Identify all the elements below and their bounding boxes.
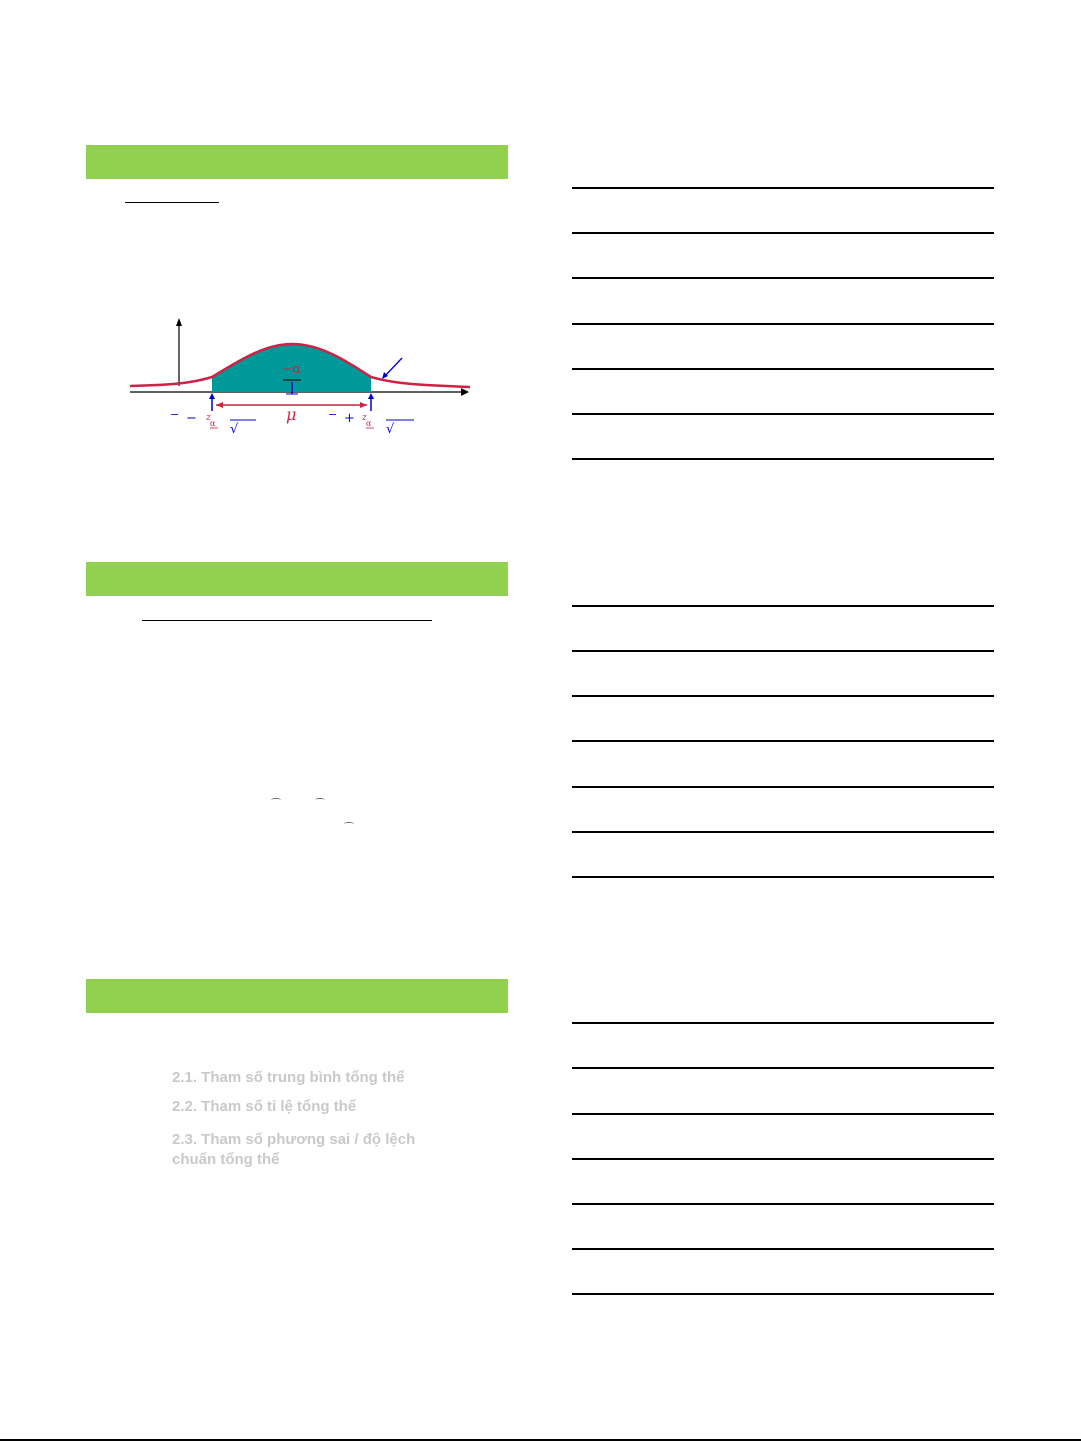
note-line	[572, 1248, 994, 1250]
note-line	[572, 650, 994, 652]
lower-z-symbol: z	[206, 413, 211, 423]
note-line	[572, 1293, 994, 1295]
note-line	[572, 1158, 994, 1160]
lower-xbar-dash: −	[170, 408, 180, 421]
upper-z-symbol: z	[362, 413, 367, 423]
note-line	[572, 605, 994, 607]
slide1-heading-underline	[125, 202, 219, 203]
toc-item: 2.3. Tham số phương sai / độ lệch chuẩn tổng thể	[172, 1131, 416, 1168]
note-line	[572, 458, 994, 460]
y-axis-arrow-icon	[176, 318, 182, 326]
note-line	[572, 876, 994, 878]
toc-item: 2.1. Tham số trung bình tổng thể	[172, 1069, 405, 1086]
note-line	[572, 831, 994, 833]
toc-item: 2.2. Tham số tỉ lệ tổng thể	[172, 1098, 357, 1115]
lower-minus-sign: −	[186, 411, 197, 426]
hat-mark-icon: ⌒	[271, 799, 281, 810]
slide2-header-bar	[86, 562, 508, 596]
note-line	[572, 1203, 994, 1205]
x-axis-arrow-icon	[461, 388, 469, 396]
hat-mark-icon: ⌒	[315, 799, 325, 810]
curve-pointer-arrow	[384, 358, 402, 377]
lower-z-subscript: α	[210, 419, 216, 428]
interval-right-arrow-icon	[360, 402, 367, 408]
slide1-header-bar	[86, 145, 508, 179]
upper-bound-arrow-icon	[368, 393, 374, 399]
note-line	[572, 413, 994, 415]
upper-plus-sign: +	[344, 411, 355, 426]
note-line	[572, 277, 994, 279]
interval-left-arrow-icon	[216, 402, 223, 408]
note-line	[572, 1022, 994, 1024]
slide3-header-bar	[86, 979, 508, 1013]
note-line	[572, 187, 994, 189]
slide2-heading-underline	[142, 620, 432, 621]
upper-xbar-dash: −	[328, 408, 338, 421]
note-line	[572, 1067, 994, 1069]
lower-bound-arrow-icon	[209, 393, 215, 399]
lower-sqrt-icon: √	[230, 422, 239, 437]
note-line	[572, 1113, 994, 1115]
note-line	[572, 368, 994, 370]
note-line	[572, 323, 994, 325]
normal-distribution-diagram	[120, 316, 480, 446]
upper-sqrt-icon: √	[386, 422, 395, 437]
note-line	[572, 786, 994, 788]
hat-mark-icon: ⌒	[344, 823, 354, 834]
note-line	[572, 695, 994, 697]
note-line	[572, 740, 994, 742]
mu-label: μ	[286, 405, 297, 424]
alpha-symbol: α	[292, 362, 301, 377]
note-line	[572, 232, 994, 234]
upper-z-subscript: α	[366, 419, 372, 428]
